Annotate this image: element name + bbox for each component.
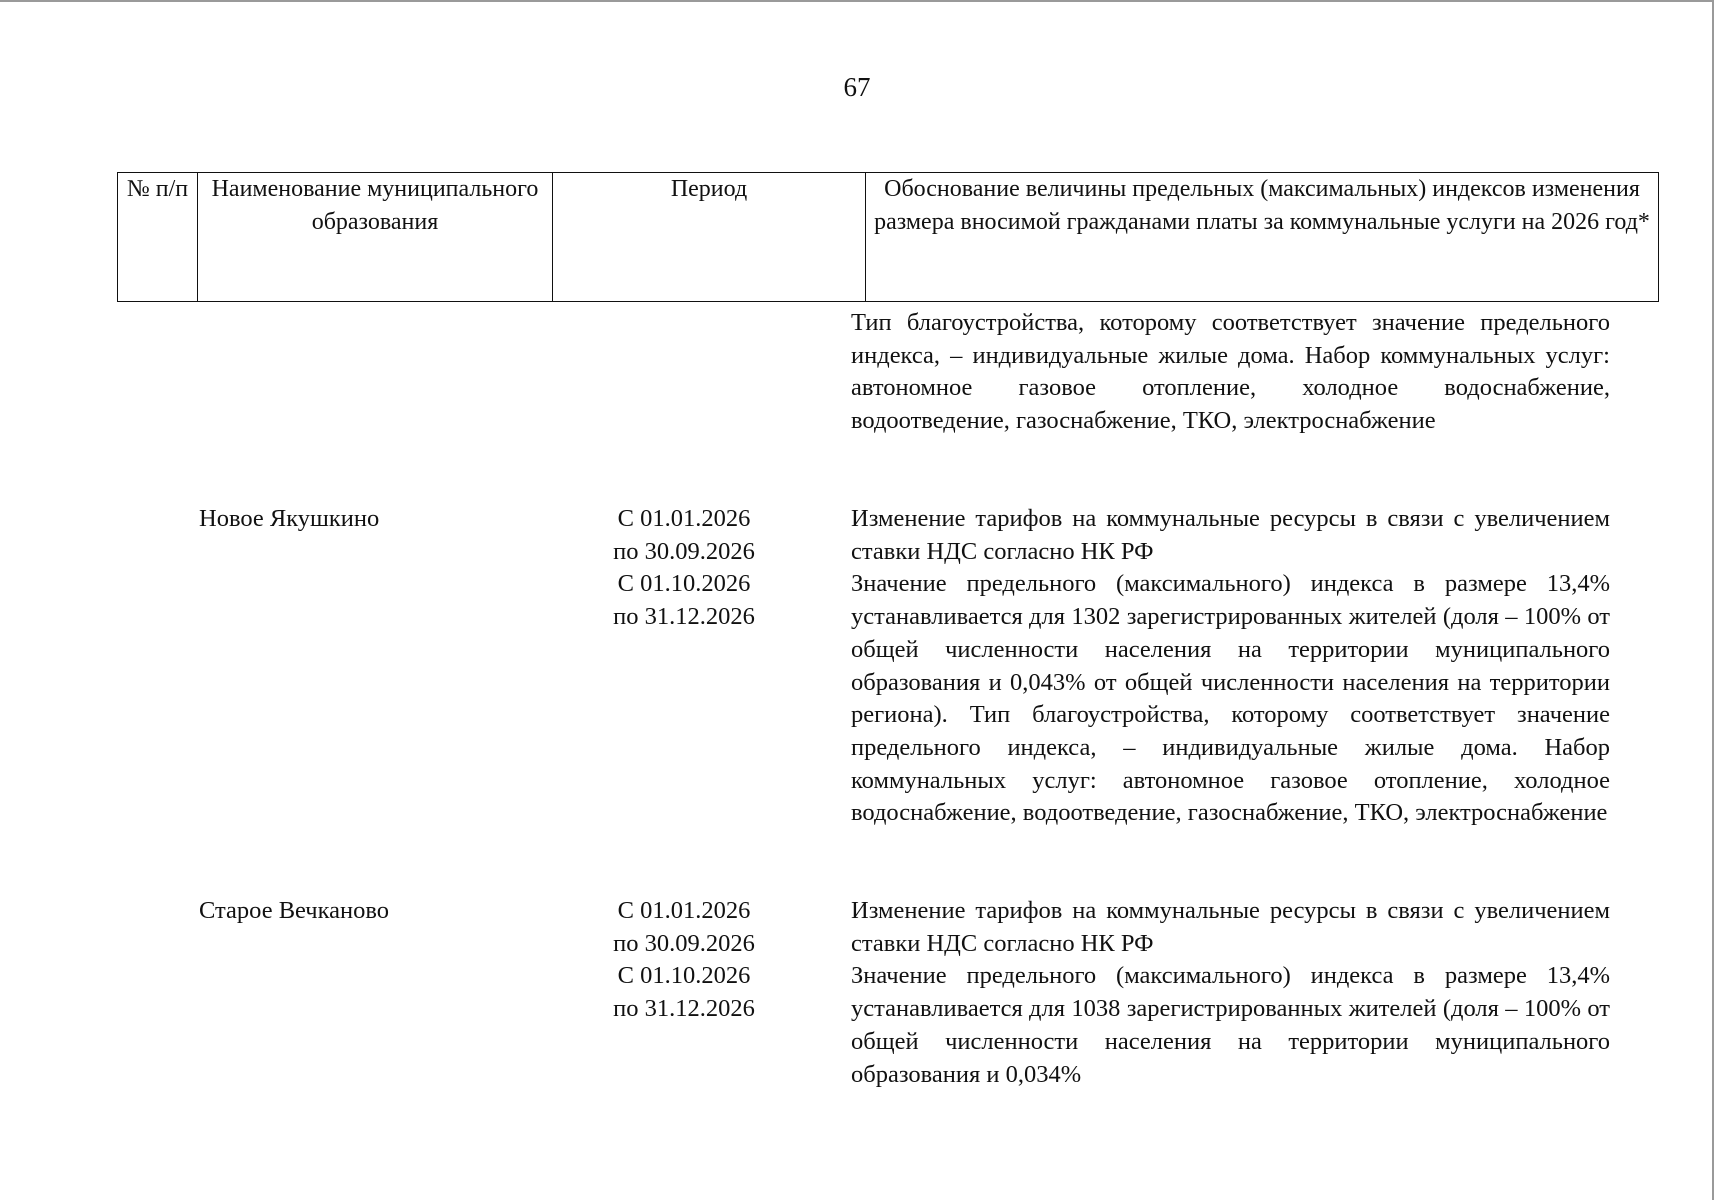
header-municipality: Наименование муниципального образования	[198, 173, 553, 302]
continuation-text: Тип благоустройства, которому соответствует значение предельного индекса, – индивидуальные жилые дома. Набор коммунальных услуг: автономное газовое отопление, холодное водоснабжение, водоотведение, газоснабжение, ТКО, электроснабжение	[851, 309, 1610, 435]
header-number: № п/п	[118, 173, 198, 302]
row-1-justification-index: Значение предельного (максимального) индекса в размере 13,4% устанавливается для 1302 зарегистрированных жителей (доля – 100% от общей численности населения на территории муниципального образования и 0,043% от общей численности населения на территории региона). Тип благоустройства, которому соответствует значение предельного индекса, – индивидуальные жилые дома. Набор коммунальных услуг: автономное газовое отопление, холодное водоснабжение, водоотведение, газоснабжение, ТКО, электроснабжение	[851, 570, 1610, 827]
row-2-period-line: С 01.01.2026	[617, 897, 751, 924]
row-2-period-line: С 01.10.2026	[617, 962, 751, 990]
row-1-justification-tariff: Изменение тарифов на коммунальные ресурсы в связи с увеличением ставки НДС согласно НК РФ	[851, 505, 1610, 565]
row-1-period-line: С 01.10.2026	[617, 570, 751, 598]
row-2-justification	[851, 895, 1610, 1091]
header-justification: Обоснование величины предельных (максимальных) индексов изменения размера вносимой гражданами платы за коммунальные услуги на 2026 год*	[866, 173, 1659, 302]
row-2-justification-tariff: Изменение тарифов на коммунальные ресурсы в связи с увеличением ставки НДС согласно НК РФ	[851, 897, 1610, 957]
row-1-period-line: по 30.09.2026	[613, 537, 755, 565]
row-1-municipality: Новое Якушкино	[199, 505, 380, 532]
continuation-justification	[851, 307, 1610, 438]
page-number: 67	[843, 72, 871, 102]
row-2-justification-index: Значение предельного (максимального) индекса в размере 13,4% устанавливается для 1038 зарегистрированных жителей (доля – 100% от общей численности населения на территории муниципального образования и 0,034%	[851, 962, 1610, 1088]
row-1-periods	[565, 503, 803, 634]
row-2-periods	[565, 895, 803, 1026]
row-2-period-line: по 30.09.2026	[613, 929, 755, 957]
table-header	[117, 172, 1659, 302]
header-period: Период	[553, 173, 866, 302]
page-edge-top	[0, 0, 1714, 2]
row-1-justification	[851, 503, 1610, 830]
row-2-period-line: по 31.12.2026	[613, 995, 755, 1023]
row-2-municipality: Старое Вечканово	[199, 897, 390, 924]
row-1-period-line: по 31.12.2026	[613, 603, 755, 631]
row-1-period-line: С 01.01.2026	[617, 505, 751, 532]
